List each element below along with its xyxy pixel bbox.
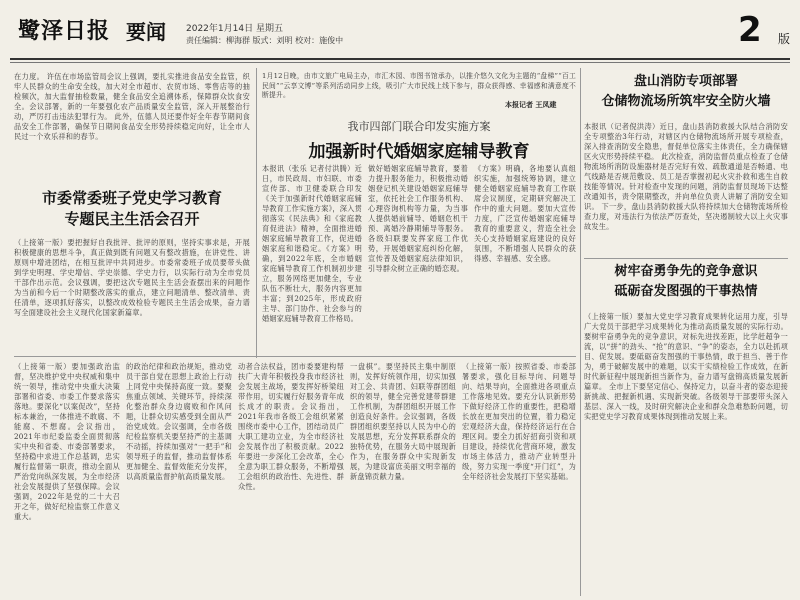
section-divider (14, 356, 576, 357)
article4-text: （上接第一版）要加大党史学习教育成果转化运用力度，引导广大党员干部把学习成果转化为推动高质量发展的实际行动。要树牢奋勇争先的竞争意识，对标先进找差距，比学赶超争一流，以“拼”的劲头、“抢”的意识、“争”的姿态，全力以赴抓项目、促发展。要砥砺奋发图强的干事热情，敢于担当、善于作为，勇于破解发展中的难题，以实干实绩检验工作成效，在新时代新征程中展现新担当新作为，奋力谱写盘锦高质量发展新篇章。 全市上下要坚定信心、保持定力，以奋斗者的姿态迎接新挑战、把握新机遇、实现新突破。各级领导干部要带头深入基层、深入一线，及时研究解决企业和群众急难愁盼问题，切实把党史学习教育成果体现到推动发展上来。 (584, 312, 788, 421)
article2-kicker: 我市四部门联合印发实施方案 (347, 120, 491, 133)
article2-text-col1: 本报讯（张乐 记者付洪腾）近日，市民政局、市妇联、市委宣传部、市卫健委联合印发《关于加强新时代婚姻家庭辅导教育工作实施方案》，深入贯彻落实《民法典》和《家庭教育促进法》精神，全面推进婚姻家庭辅导教育工作，促进婚姻家庭和谐稳定。《方案》明确，到2022年底，全市婚姻家庭辅导教育工作机制初步建立，服务网络更加健全，专业队伍不断壮大，服务内容更加丰富；到2025年，形成政府主导、部门协作、社会参与的婚姻家庭辅导教育工作格局。 (262, 164, 362, 323)
article3-headline (584, 72, 788, 112)
column-divider (256, 68, 257, 358)
article3-headline-line2: 仓储物流场所筑牢安全防火墙 (601, 94, 771, 109)
bottom-text-col5: （上接第一版）按照省委、市委部署要求，强化目标导向、问题导向、结果导向，全面推进各项重点工作落地见效。要充分认识新形势下做好经济工作的重要性，把稳增长放在更加突出的位置，着力稳定宏观经济大盘，保持经济运行在合理区间。要全力抓好招商引资和项目建设，持续优化营商环境，激发市场主体活力，推动产业转型升级，努力实现一季度“开门红”，为全年经济社会发展打下坚实基础。 (462, 362, 576, 481)
notice-byline: 本报记者 王凤建 (505, 100, 557, 109)
page-number-suffix: 版 (778, 32, 791, 46)
dateline: 2022年1月14日 星期五 (186, 24, 283, 34)
editor-credits: 责任编辑：柳海群 版式：刘明 校对：施俊中 (186, 36, 344, 45)
bottom-text-col1: （上接第一版）要加强政治监督，坚决维护党中央权威和集中统一领导，推动党中央重大决策部署和省委、市委工作要求落实落地。要深化“以案促改”，坚持标本兼治，一体推进不敢腐、不能腐、不想腐。会议指出，2021年市纪委监委全面贯彻落实中央和省委、市委部署要求，坚持稳中求进工作总基调，忠实履行监督第一职责，推动全面从严治党向纵深发展，为全市经济社会发展提供了坚强保障。会议强调，2022年是党的二十大召开之年，做好纪检监察工作意义重大。 (14, 362, 120, 521)
page-number: 2 (738, 10, 762, 50)
article2-headline: 加强新时代婚姻家庭辅导教育 (308, 142, 530, 162)
article4-headline-line2: 砥砺奋发图强的干事热情 (614, 284, 758, 299)
masthead (10, 8, 790, 70)
article3-text: 本报讯（记者倪洪涛）近日，盘山县消防救援大队结合消防安全专项整治3年行动，对辖区内仓储物流场所开展专项检查，深入排查消防安全隐患，督促单位落实主体责任，全力确保辖区火灾形势持续平稳。 此次检查，消防监督员重点检查了仓储物流场所消防设施器材是否完好有效、疏散通道是否畅通、电气线路是否规范敷设、员工是否掌握初起火灾扑救和逃生自救技能等情况。针对检查中发现的问题，消防监督员现场下达整改通知书，责令限期整改，并向单位负责人讲解了消防安全知识。 下一步，盘山县消防救援大队将持续加大仓储物流场所检查力度，对违法行为依法严厉查处，坚决遏制较大以上火灾事故发生。 (584, 122, 788, 231)
bottom-text-col3: 动者合法权益，团市委要建构帮扶广大青年积极投身我市经济社会发展主战场，要发挥好桥梁纽带作用，切实履行好服务青年成长成才的职责。会议指出，2021年我市各级工会组织紧紧围绕市委中心工作，团结动员广大职工建功立业，为全市经济社会发展作出了积极贡献。2022年要进一步深化工会改革，全心全意为职工群众服务，不断增强工会组织的政治性、先进性、群众性。 (238, 362, 344, 491)
bottom-text-col2: 的政治纪律和政治规矩，推动党员干部自觉在思想上政治上行动上同党中央保持高度一致。要聚焦重点领域、关键环节，持续深化整治群众身边腐败和作风问题，让群众切实感受到全面从严治党成效。会议强调，全市各级纪检监察机关要坚持严的主基调不动摇，持续加强对“一把手”和领导班子的监督，推动监督体系更加健全、监督效能充分发挥，以高质量监督护航高质量发展。 (126, 362, 232, 481)
article2-text-col3: 《方案》明确，各地要认真组织实施，加强统筹协调，建立健全婚姻家庭辅导教育工作联席会议制度，定期研究解决工作中的重大问题。要加大宣传力度，广泛宣传婚姻家庭辅导教育的重要意义，营造全社会关心支持婚姻家庭建设的良好氛围，不断增强人民群众的获得感、幸福感、安全感。 (474, 164, 576, 263)
article3-headline-line1: 盘山消防专项部署 (633, 74, 738, 89)
article1-headline (14, 188, 250, 230)
article1-text: （上接第一版）要把握好自我批评、批评的原则，坚持实事求是，开展积极健康的思想斗争，真正做到既有问题又有整改措施，在讲党性、讲原则中增进团结，在相互批评中共同进步。市委常委班子成员要带头做到学史明理、学史增信、学史崇德、学史力行，以实际行动为全市党员干部作出示范。会议强调，要把这次专题民主生活会查摆出来的问题作为当前和今后一个时期整改落实的重点，建立问题清单、整改清单、责任清单，逐项抓好落实，以整改成效检验专题民主生活会成果，奋力谱写全面建设社会主义现代化国家新篇章。 (14, 238, 250, 317)
section-title: 要闻 (126, 20, 166, 44)
article1-headline-line1: 市委常委班子党史学习教育 (41, 189, 222, 207)
article1-headline-line2: 专题民主生活会召开 (64, 210, 200, 228)
notice-text: 1月12日晚，由市文旅广电局主办，市汇木园、市图书馆承办，以推介悠久文化为主题的“盘梯”“百工民间”“云享文博”等系列活动同步上线，吸引广大市民线上线下参与，群众获得感、幸福感和满意度不断提升。 (262, 72, 576, 99)
left-top-article-text: 在力度。 许伍在市场监管局会议上强调，要扎实推进食品安全监管，织牢人民群众的生命安全线，加大对全市超市、农贸市场、零售店等的抽检频次，加大监督抽检数量，健全食品安全追溯体系，保障群众饮食安全。会议部署，新的一年要强化农产品质量安全监管，深入开展整治行动，严厉打击违法犯罪行为。 此外，伍德人员还要作好全年春节期间食品安全工作部署，确保节日期间食品安全形势持续稳定向好，让全市人民过一个欢乐祥和的春节。 (14, 72, 250, 141)
article4-headline-line1: 树牢奋勇争先的竞争意识 (614, 264, 758, 279)
section-divider (584, 258, 788, 259)
bottom-text-col4: 一盘棋”。要坚持民主集中制原则，发挥好统领作用，切实加强对工会、共青团、妇联等群团组织的领导，健全完善党建带群建工作机制，为群团组织开展工作创造良好条件。会议强调，各级群团组织要坚持以人民为中心的发展思想，充分发挥联系群众的独特优势，在服务大局中展现新作为，在服务群众中实现新发展，为建设富庶美丽文明幸福的新盘锦贡献力量。 (350, 362, 456, 481)
article4-headline (584, 262, 788, 302)
masthead-rule (10, 58, 790, 60)
column-divider (580, 68, 581, 596)
masthead-rule-thin (10, 62, 790, 63)
article2-text-col2: 做好婚姻家庭辅导教育，要着力提升服务能力，积极推动婚姻登记机关建设婚姻家庭辅导室，依托社会工作服务机构、心理咨询机构等力量，为当事人提供婚前辅导、婚姻危机干预、离婚冷静期辅导等服务。各级妇联要发挥家庭工作优势，开展婚姻家庭纠纷化解，宣传普及婚姻家庭法律知识，引导群众树立正确的婚恋观。 (368, 164, 468, 273)
newspaper-logo: 鹭泽日报 (18, 18, 111, 44)
